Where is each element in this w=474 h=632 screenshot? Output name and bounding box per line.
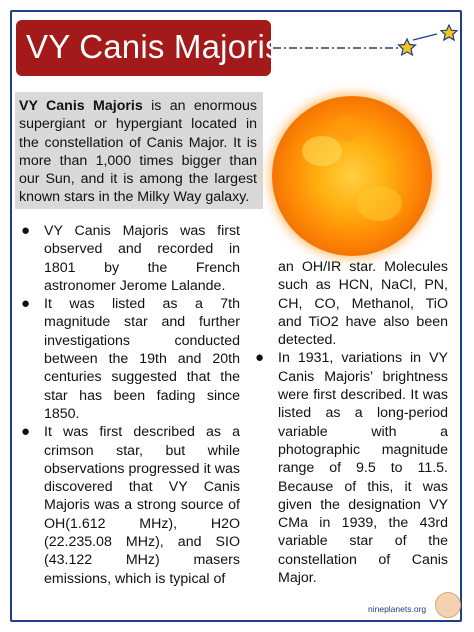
intro-box <box>15 92 263 209</box>
list-item: ● It was first described as a crimson star, but while observations progressed it was discovered that VY Canis Majoris was a strong source of OH(1.612 MHz), H2O (22.235.08 MHz), and SIO (43.122 MHz) masers emissions, which is typical of <box>21 423 240 587</box>
bullet-text: In 1931, variations in VY Canis Majoris’ brightness were first described. It was listed as a long-period variable with a photographic magnitude range of 9.5 to 11.5. Because of this, it was given the designation VY CMa in 1939, the 43rd variable star of the constellation of Canis Major. <box>278 350 448 587</box>
list-item: ● In 1931, variations in VY Canis Majoris’ brightness were first described. It was listed as a long-period variable with a photographic magnitude range of 9.5 to 11.5. Because of this, it was given the designation VY CMa in 1939, the 43rd variable star of the constellation of Canis Major. <box>255 349 448 587</box>
sun-highlight <box>357 186 402 221</box>
connector-line <box>413 34 437 40</box>
page-title: VY Canis Majoris <box>26 28 282 65</box>
title-banner <box>16 20 282 76</box>
list-item: ● It was listed as a 7th magnitude star and further investigations conducted between the 19th and 20th centuries suggested that the star has been fading since 1850. <box>21 295 240 422</box>
intro-lead: VY Canis Majoris <box>19 98 143 114</box>
star-image <box>272 96 432 256</box>
bullet-text: It was first described as a crimson star, but while observations progressed it was discovered that VY Canis Majoris was a strong source of OH(1.612 MHz), H2O (22.235.08 MHz), and SIO (43.122 MHz) masers emissions, which is typical of <box>44 424 240 587</box>
sun-highlight <box>302 136 342 166</box>
star-line-decoration <box>271 22 461 62</box>
site-logo <box>435 592 461 618</box>
list-item: ● VY Canis Majoris was first observed and recorded in 1801 by the French astronomer Jerome Lalande. <box>21 222 240 294</box>
right-column <box>252 258 448 587</box>
bullet-text: It was listed as a 7th magnitude star and further investigations conducted between the 19th and 20th centuries suggested that the star has been fading since 1850. <box>44 296 240 422</box>
star-icon <box>399 39 416 55</box>
intro-text: is an enormous supergiant or hypergiant located in the constellation of Canis Major. It is more than 1,000 times bigger than our Sun, and it is among the largest known stars in the Milky Way galaxy. <box>19 98 257 206</box>
footer-site: nineplanets.org <box>368 604 427 614</box>
star-icon <box>441 25 457 40</box>
continued-text: an OH/IR star. Molecules such as HCN, NaCl, PN, CH, CO, Methanol, TiO and TiO2 have also been detected. <box>278 259 448 349</box>
sun-spot <box>332 116 362 141</box>
bullet-text: VY Canis Majoris was first observed and recorded in 1801 by the French astronomer Jerome Lalande. <box>44 223 240 294</box>
left-column <box>18 222 240 588</box>
